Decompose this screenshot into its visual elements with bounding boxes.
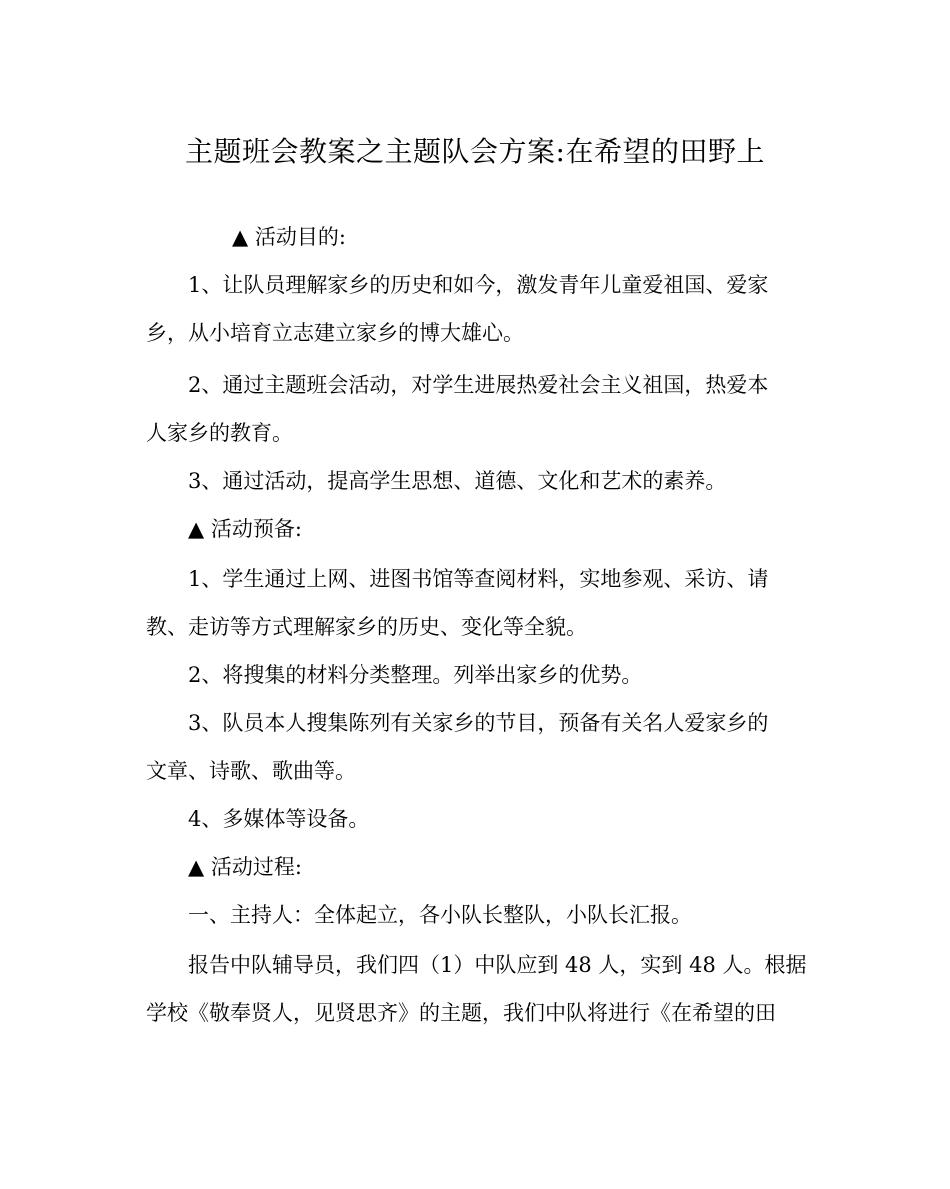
paragraph-line: 1、学生通过上网、进图书馆等查阅材料，实地参观、采访、请 — [188, 567, 769, 591]
paragraph-line: 人家乡的教育。 — [146, 421, 293, 445]
paragraph-line: 3、队员本人搜集陈列有关家乡的节目，预备有关名人爱家乡的 — [188, 711, 769, 735]
paragraph-line: 2、将搜集的材料分类整理。列举出家乡的优势。 — [188, 663, 643, 687]
section-heading-process: ▲ 活动过程: — [188, 855, 302, 879]
paragraph-line: 教、走访等方式理解家乡的历史、变化等全貌。 — [146, 615, 587, 639]
paragraph-line: 报告中队辅导员，我们四（1）中队应到 48 人，实到 48 人。根据 — [188, 953, 807, 977]
paragraph-line: 一、主持人：全体起立，各小队长整队，小队长汇报。 — [188, 903, 692, 927]
paragraph-line: 学校《敬奉贤人，见贤思齐》的主题，我们中队将进行《在希望的田 — [146, 1001, 776, 1025]
section-heading-preparation: ▲ 活动预备: — [188, 517, 302, 541]
document-title: 主题班会教案之主题队会方案:在希望的田野上 — [185, 135, 765, 168]
paragraph-line: 2、通过主题班会活动，对学生进展热爱社会主义祖国，热爱本 — [188, 373, 769, 397]
section-heading-purpose: ▲ 活动目的: — [232, 225, 346, 249]
paragraph-line: 乡，从小培育立志建立家乡的博大雄心。 — [146, 321, 524, 345]
paragraph-line: 文章、诗歌、歌曲等。 — [146, 759, 356, 783]
paragraph-line: 4、多媒体等设备。 — [188, 807, 370, 831]
paragraph-line: 1、让队员理解家乡的历史和如今，激发青年儿童爱祖国、爱家 — [188, 273, 769, 297]
paragraph-line: 3、通过活动，提高学生思想、道德、文化和艺术的素养。 — [188, 469, 727, 493]
